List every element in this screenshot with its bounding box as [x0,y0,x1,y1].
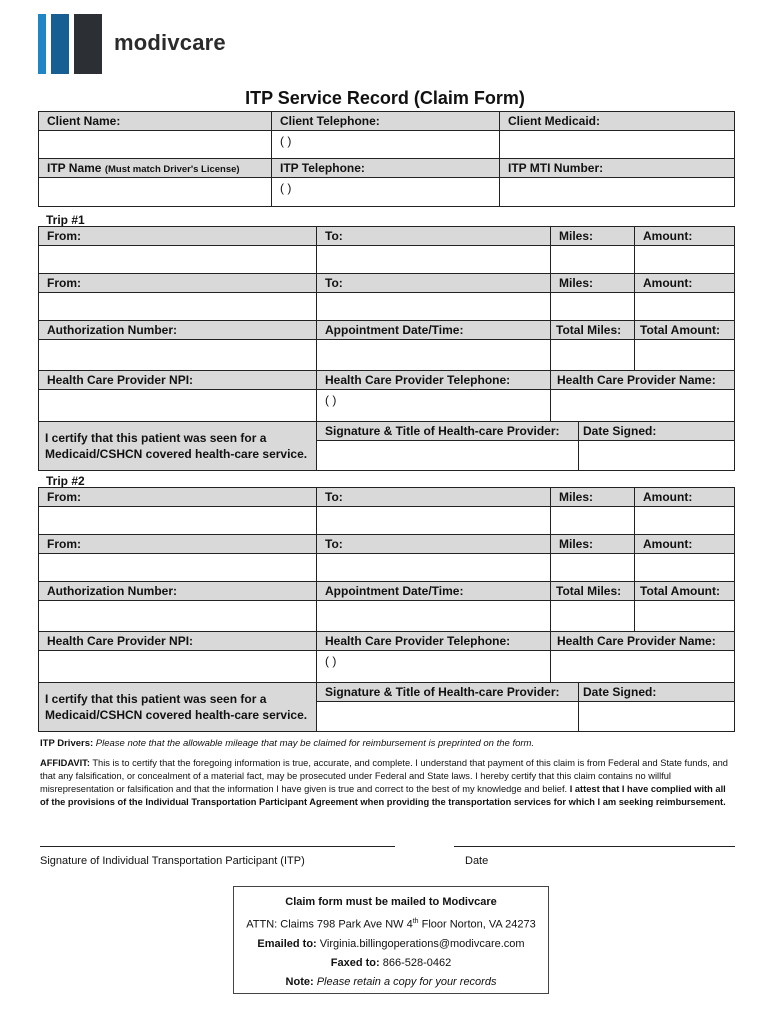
affidavit-label: AFFIDAVIT: [40,758,90,768]
mail-attn-prefix: ATTN: Claims 798 Park Ave NW 4 [246,918,413,931]
logo-bar-dark [74,14,102,74]
trip1-miles-label-1: Miles: [551,227,635,246]
affidavit-text: This is to certify that the foregoing information is true, accurate, and complete. I understand that payment of this claim is from Federal and State funds, and that any falsification, or concealment of a material fact, may be prosecuted under Federal and State laws. I hereby certify that this claim contains no willful misrepresentation or falsification and that the information I have given is true and correct to the best of my knowledge and belief. [40,758,728,794]
trip2-provider-telephone-field[interactable]: ( ) [317,651,551,683]
form-title: ITP Service Record (Claim Form) [245,88,525,108]
trip2-provider-name-label: Health Care Provider Name: [551,632,734,651]
itp-mti-field[interactable] [500,178,734,206]
trip1-miles-field-1[interactable] [551,246,635,274]
logo-bar-mid [51,14,69,74]
trip1-signature-block [317,422,734,470]
itp-telephone-field[interactable]: ( ) [272,178,500,206]
trip1-amount-label-1: Amount: [635,227,734,246]
trip1-appointment-field[interactable] [317,340,551,371]
trip2-signature-block [317,683,734,731]
itp-drivers-text: Please note that the allowable mileage that may be claimed for reimbursement is preprinted on the form. [95,738,535,749]
client-name-field[interactable] [39,131,272,159]
trip2-miles-label-2: Miles: [551,535,635,554]
mail-attn [234,912,548,935]
trip1-miles-label-2: Miles: [551,274,635,293]
trip1-signature-field[interactable] [317,441,579,470]
trip2-to-label-1: To: [317,488,551,507]
trip2-signature-field[interactable] [317,702,579,731]
trip1-to-field-2[interactable] [317,293,551,321]
trip2-amount-field-2[interactable] [635,554,734,582]
trip2-total-amount-label: Total Amount: [635,582,734,601]
itp-name-note: (Must match Driver's License) [104,164,240,175]
mail-note-line [234,973,548,992]
date-label: Date [465,855,489,867]
trip1-authorization-label: Authorization Number: [39,321,317,340]
itp-name-field[interactable] [39,178,272,206]
trip2-date-signed-field[interactable] [579,702,734,731]
trip2-authorization-field[interactable] [39,601,317,632]
logo-bar-light [38,14,46,74]
trip1-from-field-1[interactable] [39,246,317,274]
trip1-amount-field-1[interactable] [635,246,734,274]
trip2-total-miles-field[interactable] [551,601,635,632]
trip1-amount-field-2[interactable] [635,293,734,321]
trip2-appointment-field[interactable] [317,601,551,632]
mail-attn-sup: th [412,918,419,925]
trip1-npi-field[interactable] [39,390,317,422]
trip1-from-label-1: From: [39,227,317,246]
trip1-to-label-1: To: [317,227,551,246]
client-medicaid-field[interactable] [500,131,734,159]
trip2-from-field-1[interactable] [39,507,317,535]
mail-email-label: Emailed to: [257,937,317,950]
client-name-label: Client Name: [39,112,272,131]
logo-wordmark: modivcare [114,30,226,55]
trip2-npi-field[interactable] [39,651,317,683]
mail-fax-number: 866-528-0462 [382,956,452,969]
trip1-authorization-field[interactable] [39,340,317,371]
itp-drivers-label: ITP Drivers: [40,738,94,749]
trip1-amount-label-2: Amount: [635,274,734,293]
trip2-certify-statement: I certify that this patient was seen for a Medicaid/CSHCN covered health-care service. [39,683,317,731]
itp-name-label: ITP Name [47,161,102,175]
trip1-date-signed-label: Date Signed: [579,422,734,441]
trip1-miles-field-2[interactable] [551,293,635,321]
trip1-provider-telephone-label: Health Care Provider Telephone: [317,371,551,390]
mail-note-label: Note: [285,975,314,988]
trip2-from-label-1: From: [39,488,317,507]
trip2-authorization-label: Authorization Number: [39,582,317,601]
trip1-total-miles-field[interactable] [551,340,635,371]
trip2-appointment-label: Appointment Date/Time: [317,582,551,601]
date-signature-line[interactable] [454,846,735,847]
trip-1-label: Trip #1 [46,213,85,227]
client-telephone-label: Client Telephone: [272,112,500,131]
trip2-to-label-2: To: [317,535,551,554]
trip2-total-amount-field[interactable] [635,601,734,632]
trip1-provider-name-field[interactable] [551,390,734,422]
affidavit-paragraph [40,757,732,809]
trip2-npi-label: Health Care Provider NPI: [39,632,317,651]
trip2-from-label-2: From: [39,535,317,554]
client-medicaid-label: Client Medicaid: [500,112,734,131]
trip1-signature-title-label: Signature & Title of Health-care Provider: [317,422,579,441]
trip1-total-miles-label: Total Miles: [551,321,635,340]
trip1-total-amount-field[interactable] [635,340,734,371]
trip1-appointment-label: Appointment Date/Time: [317,321,551,340]
trip-2-section [38,487,735,732]
trip2-miles-field-1[interactable] [551,507,635,535]
mailing-instructions-box [233,886,549,994]
trip2-total-miles-label: Total Miles: [551,582,635,601]
mail-fax-line [234,954,548,973]
trip-2-label: Trip #2 [46,474,85,488]
mail-title: Claim form must be mailed to Modivcare [285,896,497,908]
trip2-date-signed-label: Date Signed: [579,683,734,702]
trip1-provider-telephone-field[interactable]: ( ) [317,390,551,422]
mail-attn-suffix: Floor Norton, VA 24273 [418,918,536,931]
trip-1-section [38,226,735,471]
trip2-miles-label-1: Miles: [551,488,635,507]
trip2-to-field-1[interactable] [317,507,551,535]
trip1-from-field-2[interactable] [39,293,317,321]
client-telephone-field[interactable]: ( ) [272,131,500,159]
mail-note-text: Please retain a copy for your records [316,975,497,988]
trip1-provider-name-label: Health Care Provider Name: [551,371,734,390]
trip1-from-label-2: From: [39,274,317,293]
trip1-certify-statement: I certify that this patient was seen for a Medicaid/CSHCN covered health-care service. [39,422,317,470]
itp-telephone-label: ITP Telephone: [272,159,500,178]
trip1-total-amount-label: Total Amount: [635,321,734,340]
trip2-from-field-2[interactable] [39,554,317,582]
trip1-date-signed-field[interactable] [579,441,734,470]
client-info-section [38,111,735,207]
trip2-amount-field-1[interactable] [635,507,734,535]
trip1-to-label-2: To: [317,274,551,293]
itp-signature-label: Signature of Individual Transportation Participant (ITP) [40,855,305,867]
trip2-provider-telephone-label: Health Care Provider Telephone: [317,632,551,651]
trip1-npi-label: Health Care Provider NPI: [39,371,317,390]
itp-signature-line[interactable] [40,846,395,847]
trip2-miles-field-2[interactable] [551,554,635,582]
trip2-provider-name-field[interactable] [551,651,734,683]
trip2-to-field-2[interactable] [317,554,551,582]
mail-email-address[interactable]: Virginia.billingoperations@modivcare.com [319,937,525,950]
mail-fax-label: Faxed to: [330,956,380,969]
mail-email-line [234,935,548,954]
trip2-amount-label-2: Amount: [635,535,734,554]
itp-drivers-note [40,738,534,749]
trip2-signature-title-label: Signature & Title of Health-care Provider: [317,683,579,702]
trip2-amount-label-1: Amount: [635,488,734,507]
trip1-to-field-1[interactable] [317,246,551,274]
itp-name-label-cell [39,159,272,178]
affidavit-attest: I attest that I have complied with all of the provisions of the Individual Transportation Participant Agreement when providing the transportation services for which I am seeking reimbursement. [40,784,726,807]
itp-mti-label: ITP MTI Number: [500,159,734,178]
